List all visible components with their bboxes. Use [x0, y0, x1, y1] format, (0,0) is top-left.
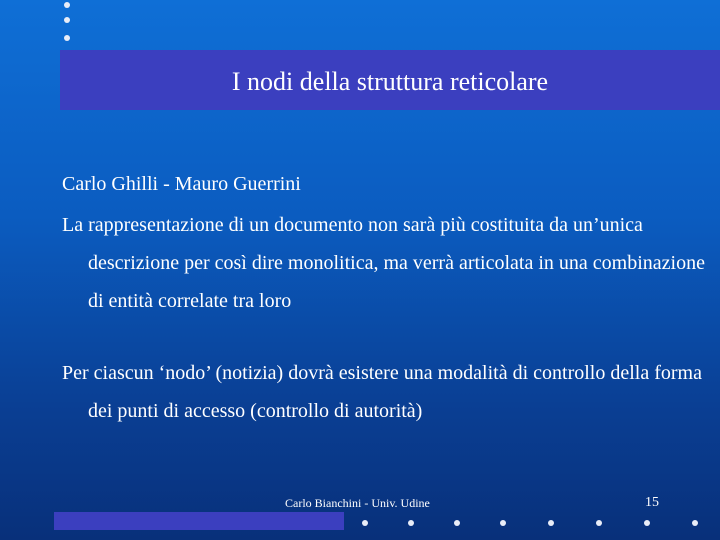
decorative-dot [408, 520, 414, 526]
decorative-dot [64, 35, 70, 41]
decorative-dot [454, 520, 460, 526]
authors-line: Carlo Ghilli - Mauro Guerrini [62, 173, 301, 195]
decorative-dot [596, 520, 602, 526]
decorative-dot [362, 520, 368, 526]
paragraph-1: La rappresentazione di un documento non sarà più costituita da un’unica descrizione per così dire monolitica, ma verrà articolata in una combinazione di entità correlate tra loro [62, 214, 705, 312]
decorative-dot [64, 2, 70, 8]
decorative-dot [64, 17, 70, 23]
page-number: 15 [645, 495, 659, 510]
slide-title: I nodi della struttura reticolare [231, 67, 549, 96]
decorative-dot [548, 520, 554, 526]
footer-text: Carlo Bianchini - Univ. Udine [285, 496, 430, 510]
paragraph-2: Per ciascun ‘nodo’ (notizia) dovrà esistere una modalità di controllo della forma dei punti di accesso (controllo di autorità) [62, 362, 702, 422]
footer-bar [54, 512, 344, 530]
decorative-dot [692, 520, 698, 526]
title-bar [60, 50, 720, 110]
decorative-dot [644, 520, 650, 526]
slide-body [62, 164, 712, 430]
decorative-dot [500, 520, 506, 526]
